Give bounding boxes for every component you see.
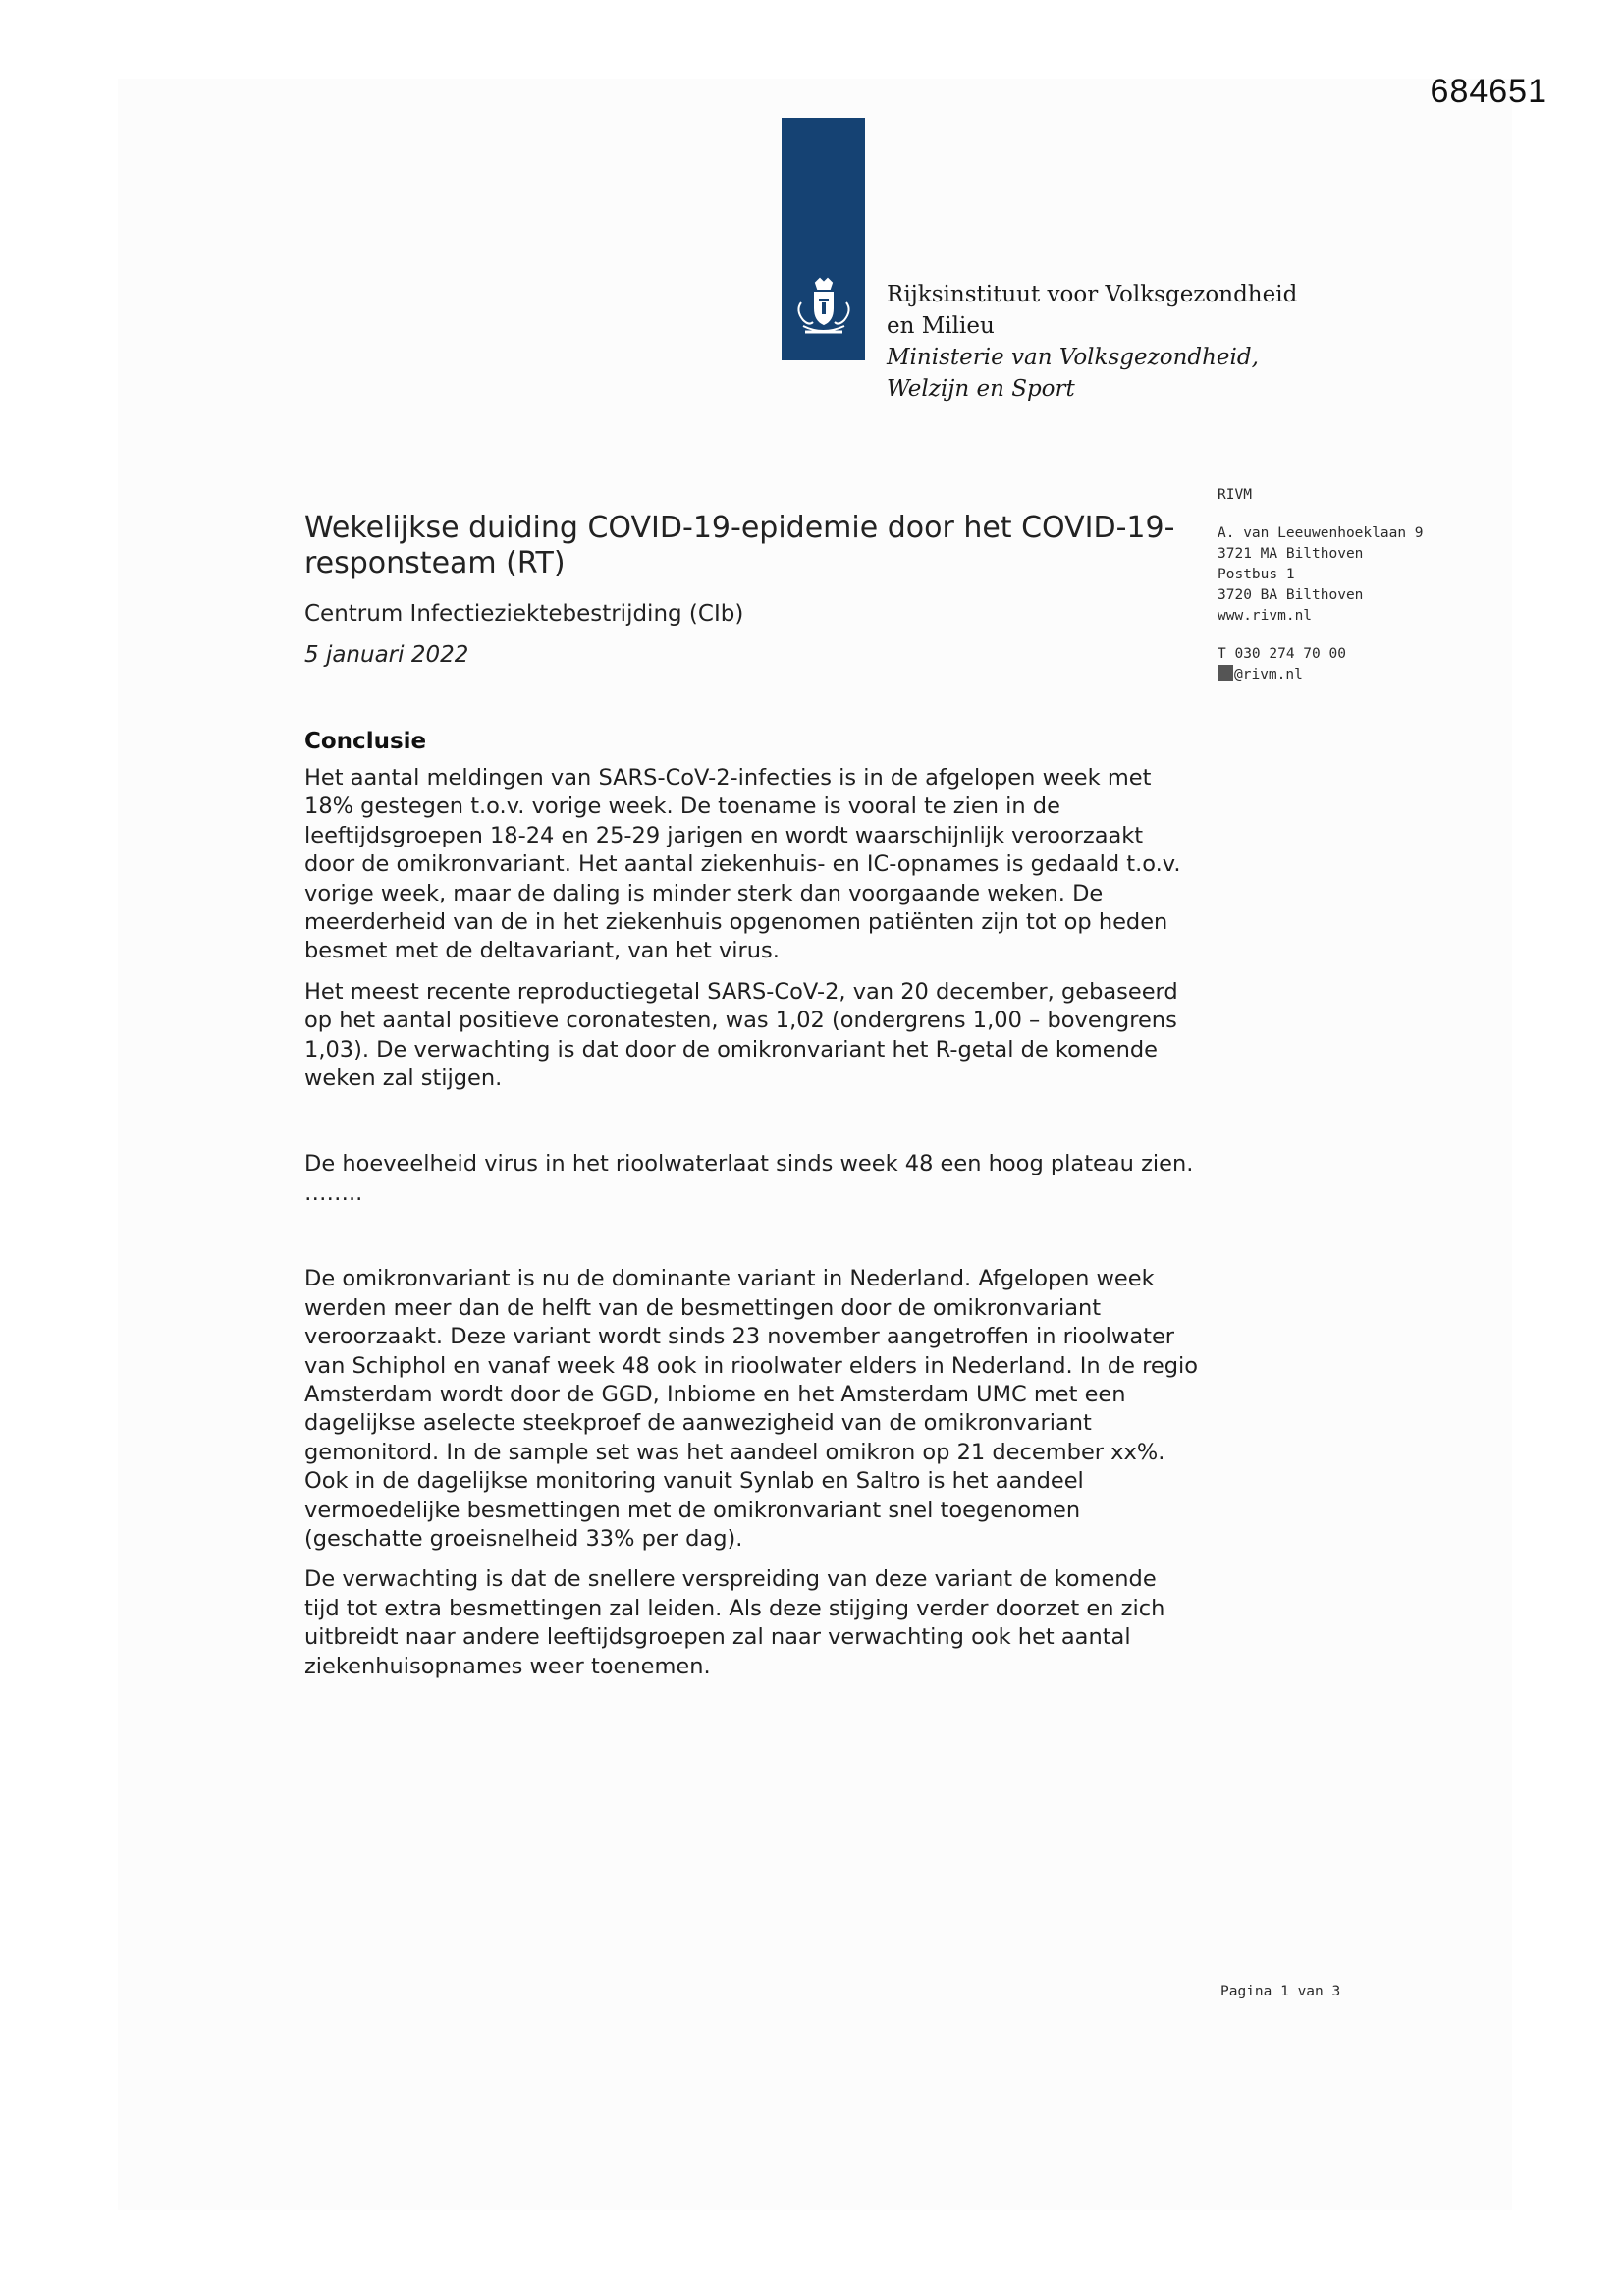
website-link[interactable]: www.rivm.nl [1218,608,1313,624]
department-name: Centrum Infectieziektebestrijding (CIb) [304,601,744,627]
email-address[interactable] [1218,665,1473,685]
paragraph: De omikronvariant is nu de dominante variant in Nederland. Afgelopen week werden meer dan de helft van de besmettingen door de omikronvariant veroorzaakt. Deze variant wordt sinds 23 november aangetroffen in rioolwater van Schiphol en vanaf week 48 ook in rioolwater elders in Nederland. In de regio Amsterdam wordt door de GGD, Inbiome en het Amsterdam UMC met een dagelijkse aselecte steekproef de aanwezigheid van de omikronvariant gemonitord. In de sample set was het aandeel omikron op 21 december xx%. Ook in de dagelijkse monitoring vanuit Synlab en Saltro is het aandeel vermoedelijke besmettingen met de omikronvariant snel toegenomen (geschatte groeisnelheid 33% per dag). [304,1266,1199,1552]
address-line: Postbus 1 [1218,567,1295,582]
page-number: Pagina 1 van 3 [1220,1984,1341,1999]
contact-sidebar [1218,485,1473,685]
rijksoverheid-logo [782,118,865,360]
ministry-line-2: Welzijn en Sport [887,376,1075,402]
document-title: Wekelijkse duiding COVID-19-epidemie door het COVID-19-responsteam (RT) [304,511,1175,580]
org-line-2: en Milieu [887,313,995,339]
address-line: 3721 MA Bilthoven [1218,546,1364,562]
document-date: 5 januari 2022 [304,642,469,668]
paragraph: De verwachting is dat de snellere verspreiding van deze variant de komende tijd tot extra besmettingen zal leiden. Als deze stijging verder doorzet en zich uitbreidt naar andere leeftijdsgroepen zal naar verwachting ook het aantal ziekenhuisopnames weer toenemen. [304,1566,1165,1679]
address-line: 3720 BA Bilthoven [1218,587,1364,603]
redaction-mark [1218,665,1233,681]
document-number: 684651 [1430,73,1547,110]
address-line: A. van Leeuwenhoeklaan 9 [1218,525,1424,541]
paragraph: Het meest recente reproductiegetal SARS-CoV-2, van 20 december, gebaseerd op het aantal positieve coronatesten, was 1,02 (ondergrens 1,00 – bovengrens 1,03). De verwachting is dat door de omikronvariant het R-getal de komende weken zal stijgen. [304,978,1178,1092]
paragraph: Het aantal meldingen van SARS-CoV-2-infecties is in de afgelopen week met 18% gestegen t.o.v. vorige week. De toename is vooral te zien in de leeftijdsgroepen 18-24 en 25-29 jarigen en wordt waarschijnlijk veroorzaakt door de omikronvariant. Het aantal ziekenhuis- en IC-opnames is gedaald t.o.v. vorige week, maar de daling is minder sterk dan voorgaande weken. De meerderheid van de in het ziekenhuis opgenomen patiënten zijn tot op heden besmet met de deltavariant, van het virus. [304,765,1181,964]
document-body [304,511,1198,1681]
section-heading: Conclusie [304,729,427,754]
org-line-1: Rijksinstituut voor Volksgezondheid [887,282,1298,307]
email-suffix: @rivm.nl [1234,667,1303,683]
organization-name [887,279,1297,405]
coat-of-arms-icon [789,275,858,344]
ministry-line-1: Ministerie van Volksgezondheid, [887,345,1259,370]
sidebar-org: RIVM [1218,487,1252,503]
paragraph: De hoeveelheid virus in het rioolwaterlaat sinds week 48 een hoog plateau zien. …….. [304,1151,1194,1206]
phone-number: T 030 274 70 00 [1218,646,1346,662]
